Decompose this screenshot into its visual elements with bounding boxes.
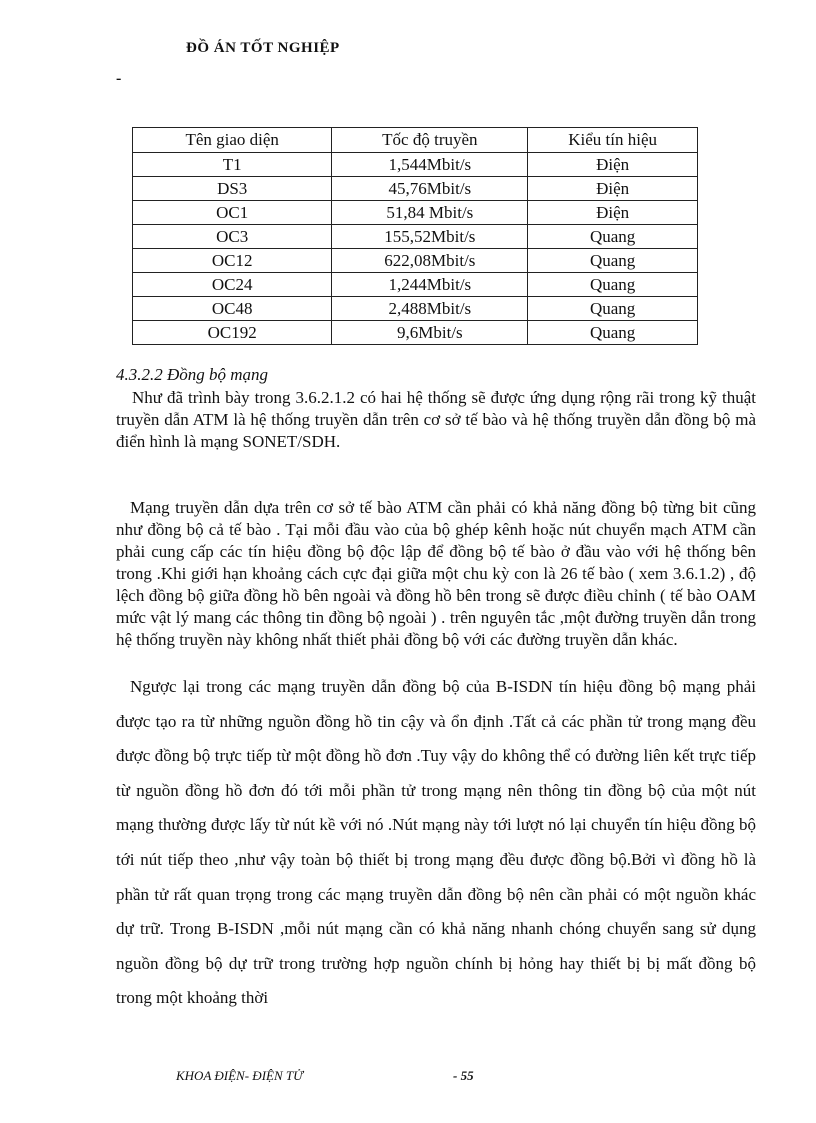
cell-rate: 45,76Mbit/s [332,177,528,201]
cell-interface: OC12 [133,249,332,273]
table-row [133,273,698,297]
cell-signal-type: Quang [528,249,698,273]
cell-rate: 51,84 Mbit/s [332,201,528,225]
cell-signal-type: Điện [528,153,698,177]
table-row [133,177,698,201]
cell-interface: OC192 [133,321,332,345]
paragraph-intro: Như đã trình bày trong 3.6.2.1.2 có hai hệ thống sẽ được ứng dụng rộng rãi trong kỹ thuật truyền dẫn ATM là hệ thống truyền dẫn trên cơ sở tế bào và hệ thống truyền dẫn đồng bộ mà điển hình là mạng SONET/SDH. [116,388,756,451]
cell-interface: DS3 [133,177,332,201]
cell-interface: OC1 [133,201,332,225]
cell-rate: 1,544Mbit/s [332,153,528,177]
table-row [133,201,698,225]
column-header-signal-type: Kiểu tín hiệu [528,128,698,153]
column-header-rate: Tốc độ truyền [332,128,528,153]
paragraph-synchronous: Ngược lại trong các mạng truyền dẫn đồng bộ của B-ISDN tín hiệu đồng bộ mạng phải được tạo ra từ những nguồn đồng hồ tin cậy và ổn định .Tất cả các phần tử trong mạng đều được đồng bộ trực tiếp từ một đồng hồ đơn .Tuy vậy do không thể có đường liên kết trực tiếp từ nguồn đồng hồ đơn đó tới mỗi phần tử trong mạng nên thông tin đồng bộ của một nút mạng thường được lấy từ nút kề với nó .Nút mạng này tới lượt nó lại chuyển tín hiệu đồng bộ tới nút tiếp theo ,như vậy toàn bộ thiết bị trong mạng đều được đồng bộ.Bởi vì đồng hồ là phần tử rất quan trọng trong các mạng truyền dẫn đồng bộ nên cần phải có một nguồn khác dự trữ. Trong B-ISDN ,mỗi nút mạng cần có khả năng nhanh chóng chuyển sang sử dụng nguồn đồng bộ dự trữ trong trường hợp nguồn chính bị hỏng hay thiết bị bị mất đồng bộ trong một khoảng thời [116,677,756,1008]
cell-interface: OC24 [133,273,332,297]
interface-rate-table [132,127,698,345]
cell-rate: 155,52Mbit/s [332,225,528,249]
footer-page-number: - 55 [453,1068,474,1083]
column-header-interface: Tên giao diện [133,128,332,153]
page-header-title: ĐỒ ÁN TỐT NGHIỆP [186,40,340,56]
cell-signal-type: Quang [528,321,698,345]
cell-interface: OC3 [133,225,332,249]
table-row [133,249,698,273]
footer-faculty: KHOA ĐIỆN- ĐIỆN TỬ [176,1068,303,1083]
cell-rate: 9,6Mbit/s [332,321,528,345]
cell-signal-type: Quang [528,225,698,249]
paragraph-cell-based: Mạng truyền dẫn dựa trên cơ sở tế bào ATM cần phải có khả năng đồng bộ từng bit cũng như đồng bộ cả tế bào . Tại mỗi đầu vào của bộ ghép kênh hoặc nút chuyển mạch ATM cần phải cung cấp các tín hiệu đồng bộ độc lập để đồng bộ tế bào ở đầu vào với hệ thống bên trong .Khi giới hạn khoảng cách cực đại giữa một chu kỳ con là 26 tế bào ( xem 3.6.1.2) , độ lệch đồng bộ giữa đồng hồ bên ngoài và đồng hồ bên trong sẽ được điều chỉnh ( tế bào OAM mức vật lý mang các thông tin đồng bộ ngoài ) . trên nguyên tắc ,một đường truyền dẫn trong hệ thống truyền này không nhất thiết phải đồng bộ với các đường truyền dẫn khác. [116,498,756,649]
cell-signal-type: Quang [528,273,698,297]
header-dash: - [116,70,122,87]
table-row [133,225,698,249]
table-row [133,321,698,345]
cell-rate: 1,244Mbit/s [332,273,528,297]
cell-rate: 622,08Mbit/s [332,249,528,273]
cell-rate: 2,488Mbit/s [332,297,528,321]
table-header-row [133,128,698,153]
table-row [133,297,698,321]
cell-signal-type: Quang [528,297,698,321]
cell-signal-type: Điện [528,201,698,225]
section-title: 4.3.2.2 Đồng bộ mạng [116,365,269,384]
table-row [133,153,698,177]
cell-interface: T1 [133,153,332,177]
cell-interface: OC48 [133,297,332,321]
cell-signal-type: Điện [528,177,698,201]
